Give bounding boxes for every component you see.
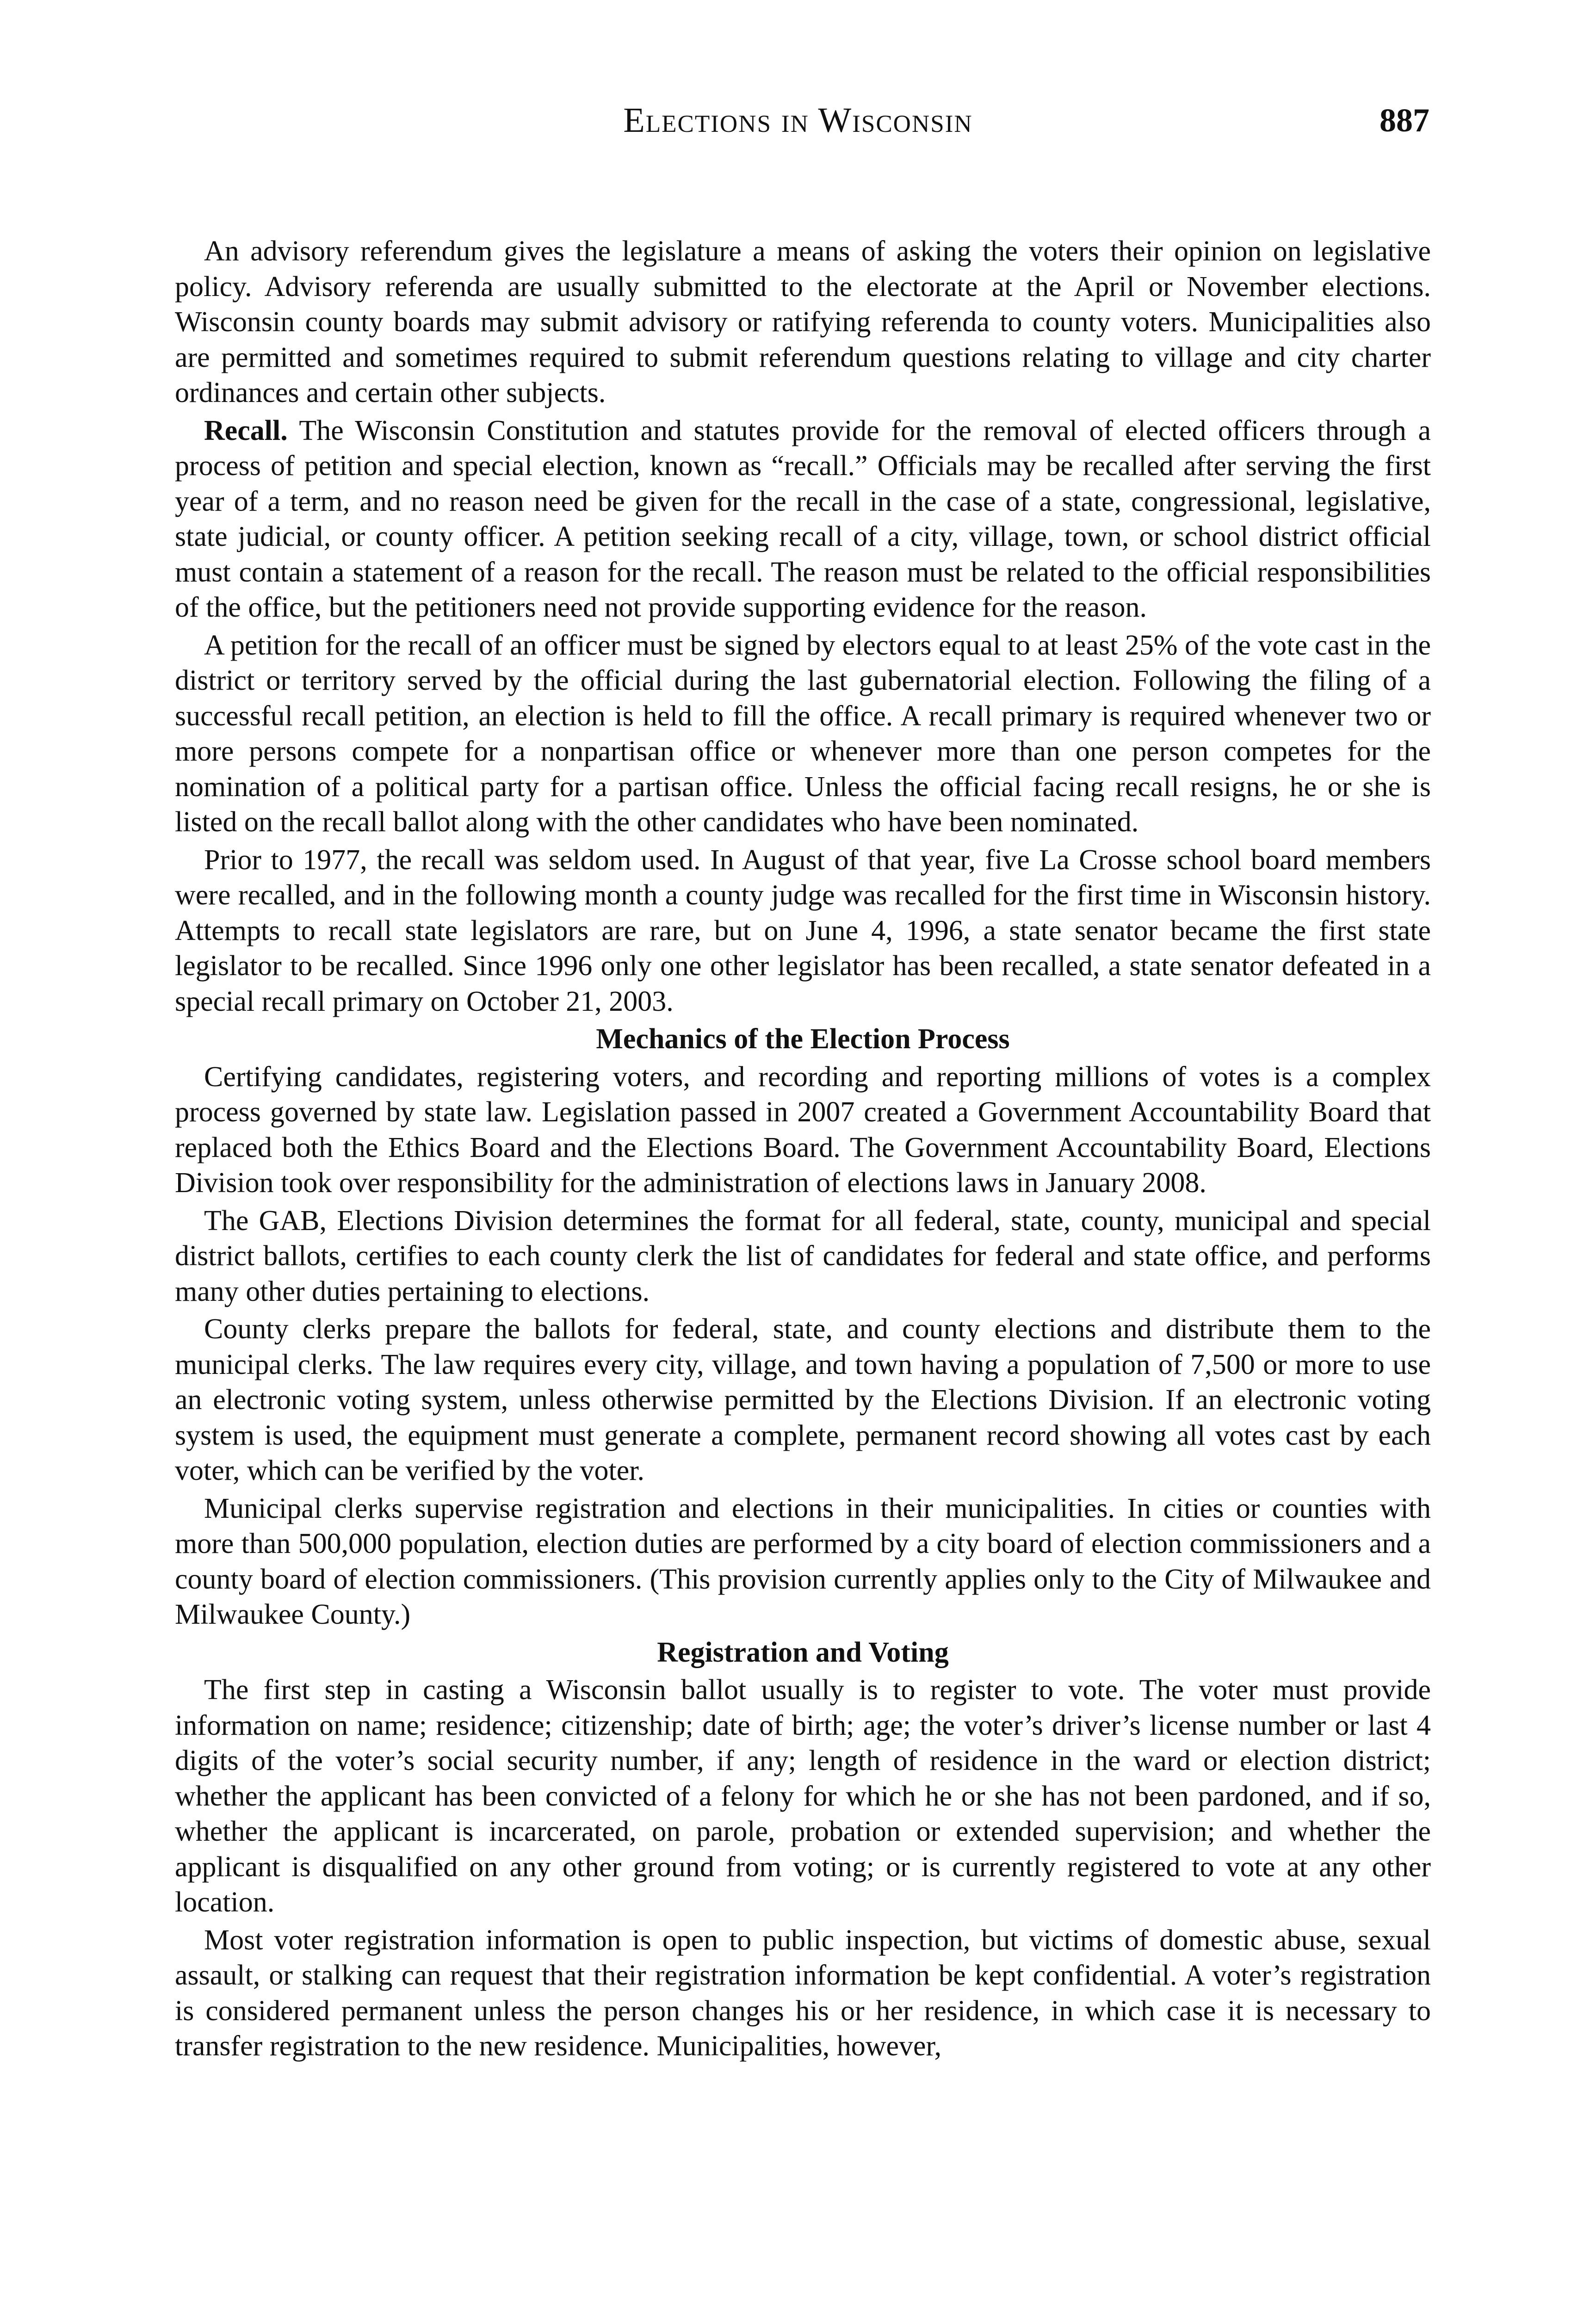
recall-run-in-heading: Recall. — [204, 414, 288, 446]
section-heading-registration: Registration and Voting — [657, 1636, 949, 1668]
running-title — [0, 95, 1596, 148]
page-body — [175, 234, 1431, 2066]
paragraph-recall-history: Prior to 1977, the recall was seldom used. In August of that year, five La Crosse school board members were recalled, and in the following month a county judge was recalled for the first time in Wisconsin history. Attempts to recall state legislators are rare, but on June 4, 1996, a state senator became the first state legislator to be recalled. Since 1996 only one other legislator has been recalled, a state senator defeated in a special recall primary on October 21, 2003. — [175, 844, 1431, 1017]
running-header — [0, 95, 1596, 146]
paragraph-registration-first-step: The first step in casting a Wisconsin ballot usually is to register to vote. The voter must provide information on name; residence; citizenship; date of birth; age; the voter’s driver’s license number or last 4 digits of the voter’s social security number, if any; length of residence in the ward or election district; whether the applicant has been convicted of a felony for which he or she has not been pardoned, and if so, whether the applicant is incarcerated, on parole, probation or extended supervision; and whether the applicant is disqualified on any other ground from voting; or is currently registered to vote at any other location. — [175, 1674, 1431, 1918]
paragraph-gab-elections-division: The GAB, Elections Division determines the format for all federal, state, county, municipal and special district ballots, certifies to each county clerk the list of candidates for federal and state office, and performs many other duties pertaining to elections. — [175, 1205, 1431, 1307]
paragraph-advisory-referendum: An advisory referendum gives the legislature a means of asking the voters their opinion on legislative policy. Advisory referenda are usually submitted to the electorate at the April or November elections. Wisconsin county boards may submit advisory or ratifying referenda to county voters. Municipalities also are permitted and sometimes required to submit referendum questions relating to village and city charter ordinances and certain other subjects. — [175, 235, 1431, 408]
paragraph-registration-inspection: Most voter registration information is open to public inspection, but victims of domestic abuse, sexual assault, or stalking can request that their registration information be kept confidential. A voter’s registration is considered permanent unless the person changes his or her residence, in which case it is necessary to transfer registration to the new residence. Municipalities, however, — [175, 1924, 1431, 2062]
paragraph-county-clerks: County clerks prepare the ballots for federal, state, and county elections and distribute them to the municipal clerks. The law requires every city, village, and town having a population of 7,500 or more to use an electronic voting system, unless otherwise permitted by the Elections Division. If an electronic voting system is used, the equipment must generate a complete, permanent record showing all votes cast by each voter, which can be verified by the voter. — [175, 1313, 1431, 1486]
paragraph-municipal-clerks: Municipal clerks supervise registration and elections in their municipalities. In cities or counties with more than 500,000 population, election duties are performed by a city board of election commissioners and a county board of election commissioners. (This provision currently applies only to the City of Milwaukee and Milwaukee County.) — [175, 1492, 1431, 1630]
paragraph-recall-text: The Wisconsin Constitution and statutes provide for the removal of elected officers through a process of petition and special election, known as “recall.” Officials may be recalled after serving the first year of a term, and no reason need be given for the recall in the case of a state, congressional, legislative, state judicial, or county officer. A petition seeking recall of a city, village, town, or school district official must contain a statement of a reason for the recall. The reason must be related to the official responsibilities of the office, but the petitioners need not provide supporting evidence for the reason. — [175, 414, 1431, 623]
paragraph-recall — [175, 413, 1431, 625]
page-number: 887 — [1379, 102, 1429, 139]
paragraph-recall-petition: A petition for the recall of an officer must be signed by electors equal to at least 25% of the vote cast in the district or territory served by the official during the last gubernatorial election. Following the filing of a successful recall petition, an election is held to fill the office. A recall primary is required whenever two or more persons compete for a nonpartisan office or whenever more than one person competes for the nomination of a political party for a partisan office. Unless the official facing recall resigns, he or she is listed on the recall ballot along with the other candidates who have been nominated. — [175, 629, 1431, 838]
section-heading-mechanics: Mechanics of the Election Process — [596, 1023, 1010, 1055]
paragraph-certifying-candidates: Certifying candidates, registering voters, and recording and reporting millions of votes is a complex process governed by state law. Legislation passed in 2007 created a Government Accountability Board that replaced both the Ethics Board and the Elections Board. The Government Accountability Board, Elections Division took over responsibility for the administration of elections laws in January 2008. — [175, 1061, 1431, 1199]
running-title-text: Elections in Wisconsin — [623, 101, 973, 140]
